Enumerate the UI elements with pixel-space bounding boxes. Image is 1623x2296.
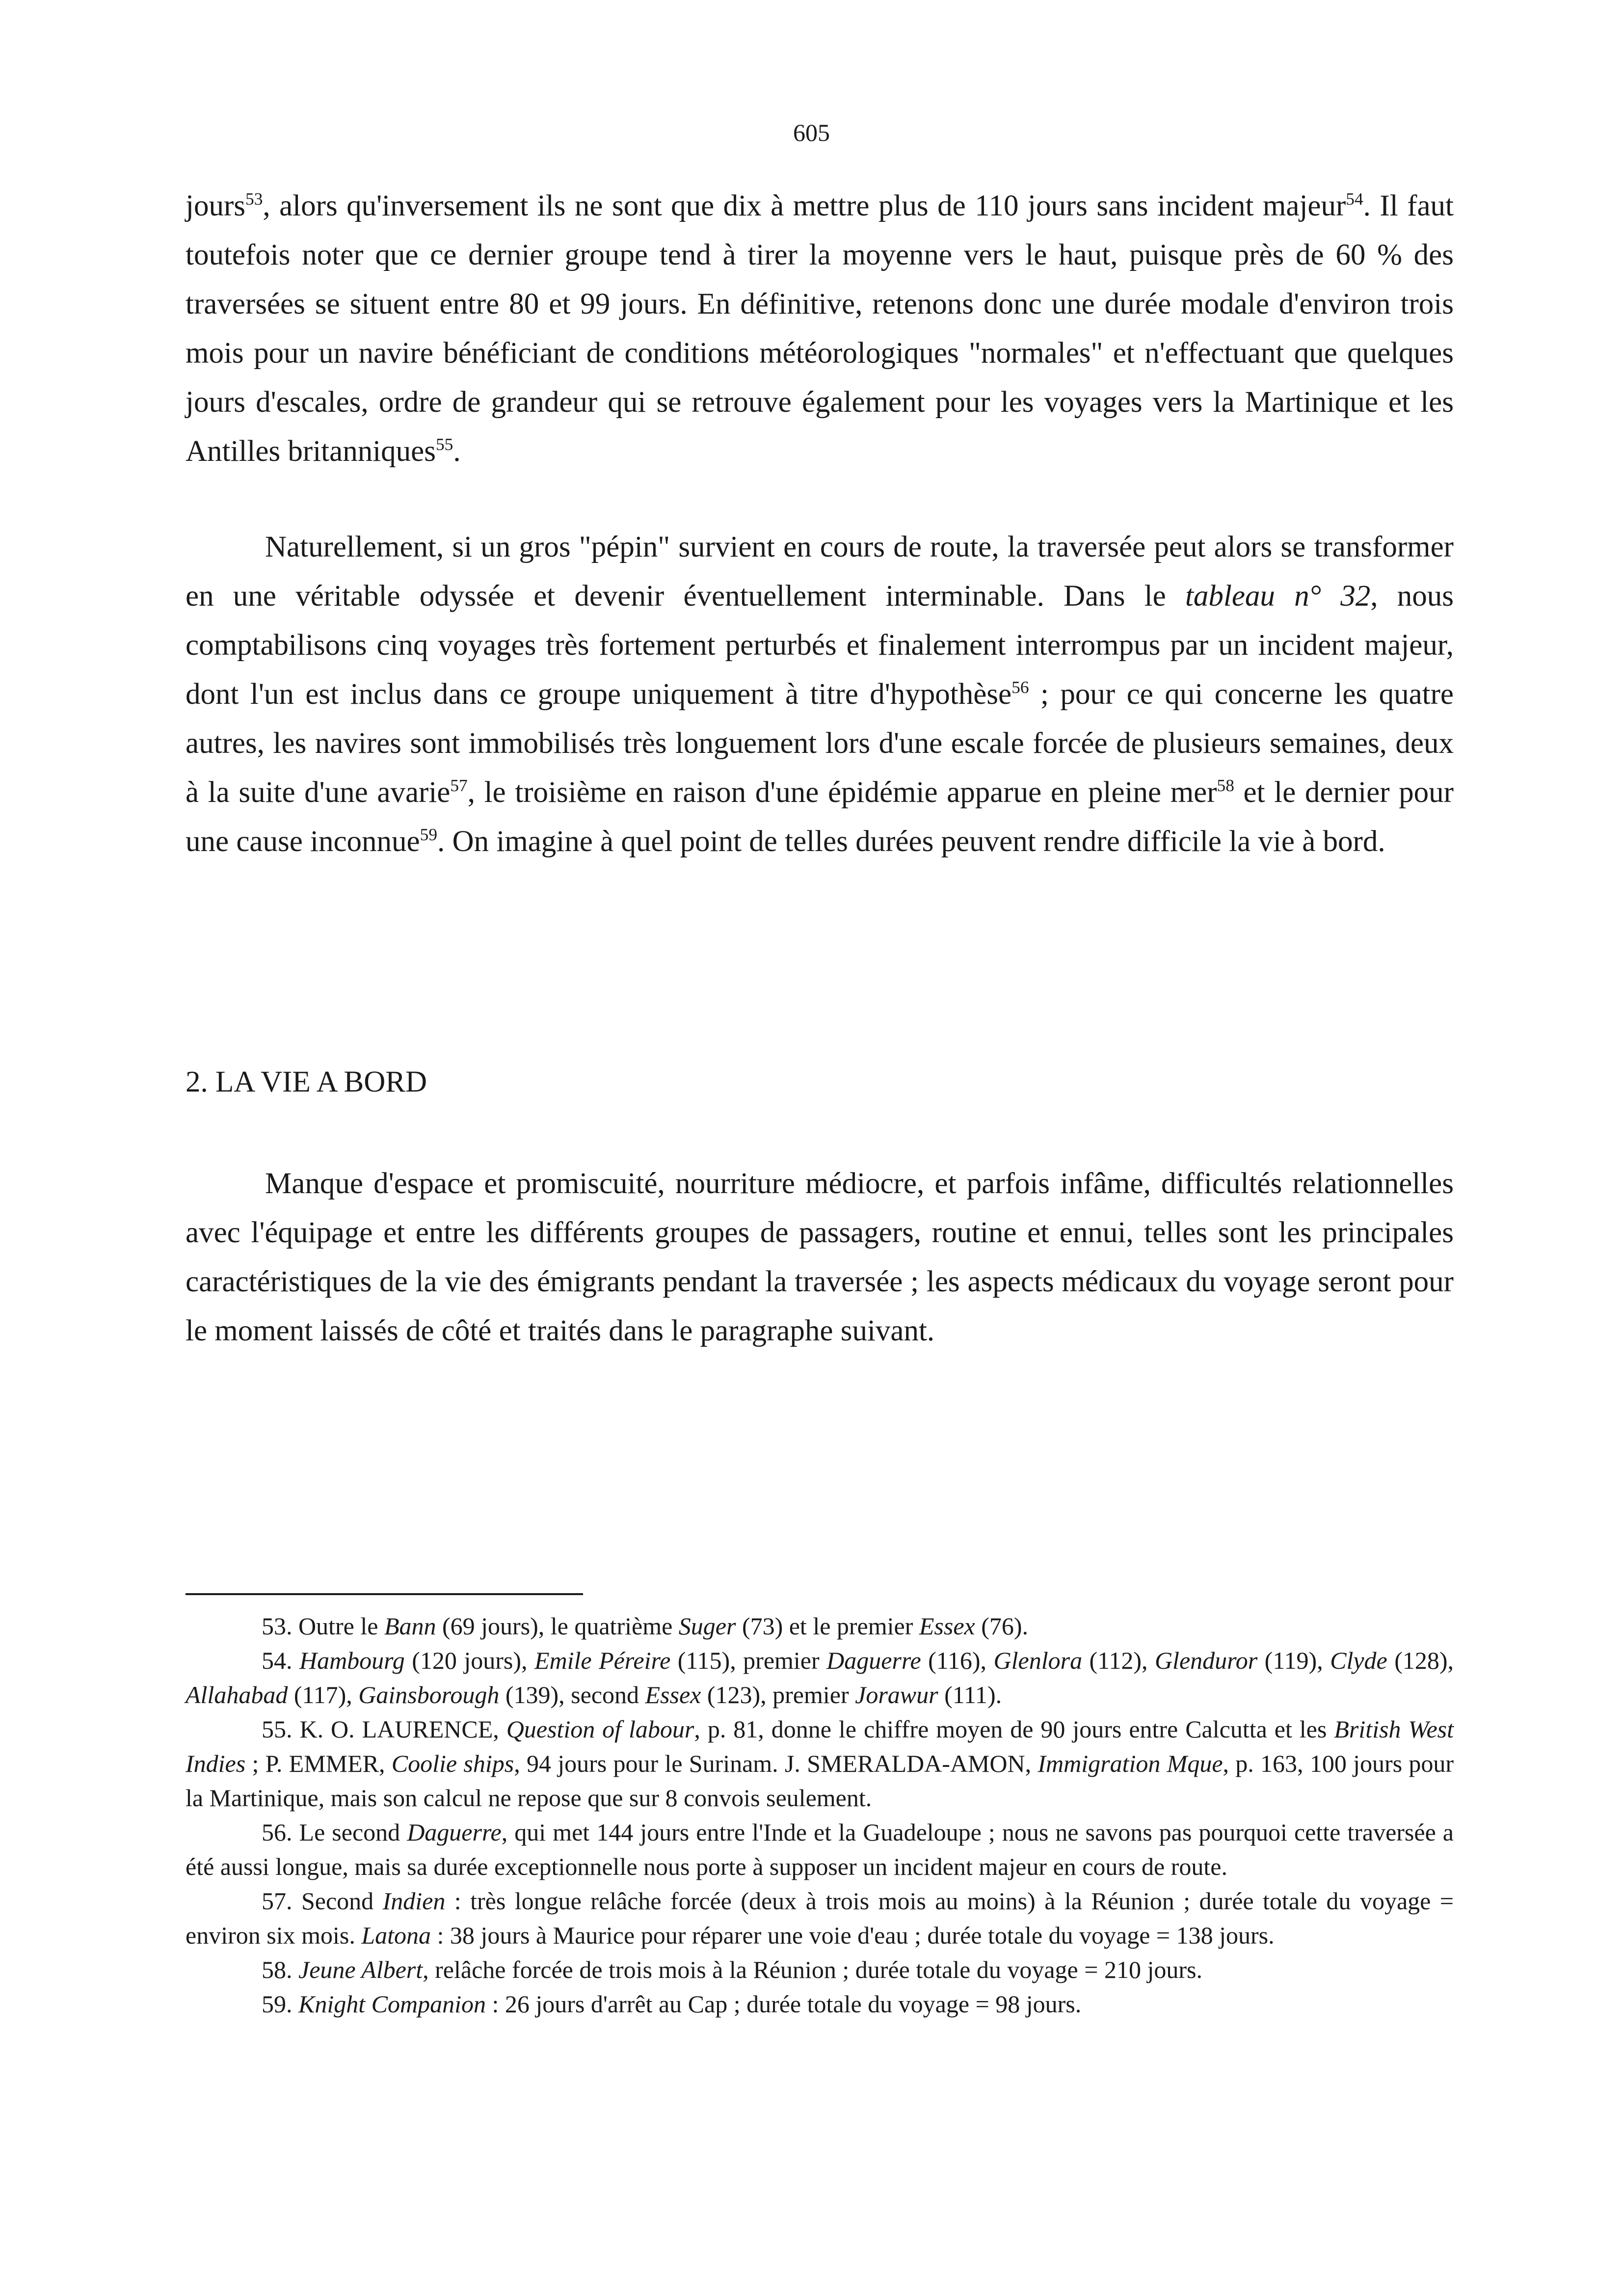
- text-run: (120 jours),: [404, 1647, 534, 1674]
- text-run: : 38 jours à Maurice pour réparer une voie d'eau ; durée totale du voyage = 138 jours.: [431, 1922, 1275, 1949]
- italic-run: Essex: [919, 1612, 975, 1640]
- footnote-ref-57: 57: [450, 775, 468, 796]
- text-run: (115), premier: [670, 1647, 827, 1674]
- italic-run: Gainsborough: [358, 1681, 500, 1709]
- text-run: 55. K. O. LAURENCE,: [262, 1715, 506, 1743]
- paragraph-1: [186, 182, 1454, 476]
- paragraph-3: Manque d'espace et promiscuité, nourriture médiocre, et parfois infâme, difficultés relationnelles avec l'équipage et entre les différents groupes de passagers, routine et ennui, telles sont les principales caractéristiques de la vie des émigrants pendant la traversée ; les aspects médicaux du voyage seront pour le moment laissés de côté et traités dans le paragraphe suivant.: [186, 1167, 1454, 1347]
- footnote-ref-56: 56: [1011, 677, 1029, 697]
- section-heading: 2. LA VIE A BORD: [186, 1066, 427, 1098]
- text-run: , alors qu'inversement ils ne sont que dix à mettre plus de 110 jours sans incident majeur: [263, 189, 1346, 222]
- footnote-59: [186, 1987, 1454, 2021]
- footnote-ref-53: 53: [245, 189, 263, 209]
- text-run: et le dernier pour une cause inconnue: [186, 776, 1454, 858]
- text-run: (76).: [975, 1612, 1029, 1640]
- text-run: 53. Outre le: [262, 1612, 384, 1640]
- italic-run: Question of labour: [506, 1715, 694, 1743]
- text-run: 59.: [262, 1990, 298, 2018]
- footnote-ref-59: 59: [420, 825, 438, 845]
- text-run: Naturellement, si un gros "pépin" survient en cours de route, la traversée peut alors se transformer en une véritable odyssée et devenir éventuellement interminable. Dans le: [186, 531, 1454, 613]
- text-run: : 26 jours d'arrêt au Cap ; durée totale du voyage = 98 jours.: [485, 1990, 1082, 2018]
- text-run: , 94 jours pour le Surinam. J. SMERALDA-AMON,: [514, 1750, 1038, 1777]
- italic-run: Essex: [645, 1681, 701, 1709]
- text-run: , p. 81, donne le chiffre moyen de 90 jours entre Calcutta et les: [694, 1715, 1334, 1743]
- text-run: ; P. EMMER,: [245, 1750, 392, 1777]
- italic-run: Hambourg: [299, 1647, 405, 1674]
- paragraph-2: [186, 523, 1454, 866]
- text-run: : très longue relâche forcée (deux à trois mois au moins) à la Réunion ; durée totale du voyage = environ six mois.: [186, 1887, 1454, 1949]
- text-run: (117),: [288, 1681, 359, 1709]
- italic-run: Bann: [384, 1612, 436, 1640]
- italic-run: Glenlora: [993, 1647, 1083, 1674]
- text-run: 54.: [262, 1647, 299, 1674]
- text-run: ; pour ce qui concerne les quatre autres, les navires sont immobilisés très longuement lors d'une escale forcée de plusieurs semaines, deux à la suite d'une avarie: [186, 678, 1454, 809]
- text-run: (119),: [1257, 1647, 1330, 1674]
- text-run: 58.: [262, 1956, 298, 1983]
- italic-run: Suger: [678, 1612, 736, 1640]
- text-run: 57. Second: [262, 1887, 383, 1915]
- text-run: jours: [186, 189, 245, 222]
- text-run: (139), second: [499, 1681, 645, 1709]
- text-run: , le troisième en raison d'une épidémie apparue en pleine mer: [467, 776, 1217, 809]
- footnote-54: [186, 1643, 1454, 1712]
- italic-run: tableau n° 32: [1185, 580, 1371, 613]
- footnote-ref-58: 58: [1217, 775, 1234, 796]
- text-run: (128),: [1387, 1647, 1454, 1674]
- footnote-ref-54: 54: [1346, 189, 1363, 209]
- footnotes: [186, 1609, 1454, 2021]
- footnote-57: [186, 1884, 1454, 1952]
- text-run: , qui met 144 jours entre l'Inde et la Guadeloupe ; nous ne savons pas pourquoi cette traversée a été aussi longue, mais sa durée exceptionnelle nous porte à supposer un incident majeur en cours de route.: [186, 1818, 1454, 1880]
- italic-run: Glenduror: [1154, 1647, 1258, 1674]
- text-run: (69 jours), le quatrième: [436, 1612, 679, 1640]
- italic-run: Indien: [382, 1887, 446, 1915]
- text-run: , relâche forcée de trois mois à la Réunion ; durée totale du voyage = 210 jours.: [423, 1956, 1202, 1983]
- italic-run: Jorawur: [855, 1681, 938, 1709]
- text-run: , p. 163, 100 jours pour la Martinique, mais son calcul ne repose que sur 8 convois seulement.: [186, 1750, 1454, 1812]
- text-run: .: [453, 435, 461, 468]
- text-run: (73) et le premier: [736, 1612, 919, 1640]
- italic-run: Clyde: [1330, 1647, 1387, 1674]
- italic-run: Daguerre: [826, 1647, 921, 1674]
- footnote-ref-55: 55: [435, 434, 453, 454]
- text-run: (123), premier: [701, 1681, 855, 1709]
- italic-run: Coolie ships: [391, 1750, 514, 1777]
- footnote-separator: [186, 1593, 583, 1595]
- footnote-55: [186, 1712, 1454, 1815]
- italic-run: Knight Companion: [298, 1990, 486, 2018]
- italic-run: Immigration Mque: [1038, 1750, 1223, 1777]
- text-run: (116),: [921, 1647, 994, 1674]
- italic-run: Emile Péreire: [534, 1647, 671, 1674]
- text-run: (112),: [1082, 1647, 1155, 1674]
- italic-run: Daguerre: [407, 1818, 502, 1846]
- italic-run: Jeune Albert: [298, 1956, 423, 1983]
- text-run: , nous comptabilisons cinq voyages très fortement perturbés et finalement interrompus par un incident majeur, dont l'un est inclus dans ce groupe uniquement à titre d'hypothèse: [186, 580, 1454, 711]
- footnote-58: [186, 1952, 1454, 1987]
- italic-run: British West Indies: [186, 1715, 1454, 1777]
- text-run: (111).: [938, 1681, 1002, 1709]
- italic-run: Allahabad: [186, 1681, 288, 1709]
- text-run: . On imagine à quel point de telles durées peuvent rendre difficile la vie à bord.: [437, 825, 1385, 858]
- italic-run: Latona: [361, 1922, 431, 1949]
- page-number: 605: [793, 119, 830, 146]
- text-run: 56. Le second: [262, 1818, 407, 1846]
- footnote-56: [186, 1815, 1454, 1884]
- footnote-53: [186, 1609, 1454, 1643]
- text-run: . Il faut toutefois noter que ce dernier groupe tend à tirer la moyenne vers le haut, puisque près de 60 % des traversées se situent entre 80 et 99 jours. En définitive, retenons donc une durée modale d'environ trois mois pour un navire bénéficiant de conditions météorologiques "normales" et n'effectuant que quelques jours d'escales, ordre de grandeur qui se retrouve également pour les voyages vers la Martinique et les Antilles britanniques: [186, 189, 1454, 468]
